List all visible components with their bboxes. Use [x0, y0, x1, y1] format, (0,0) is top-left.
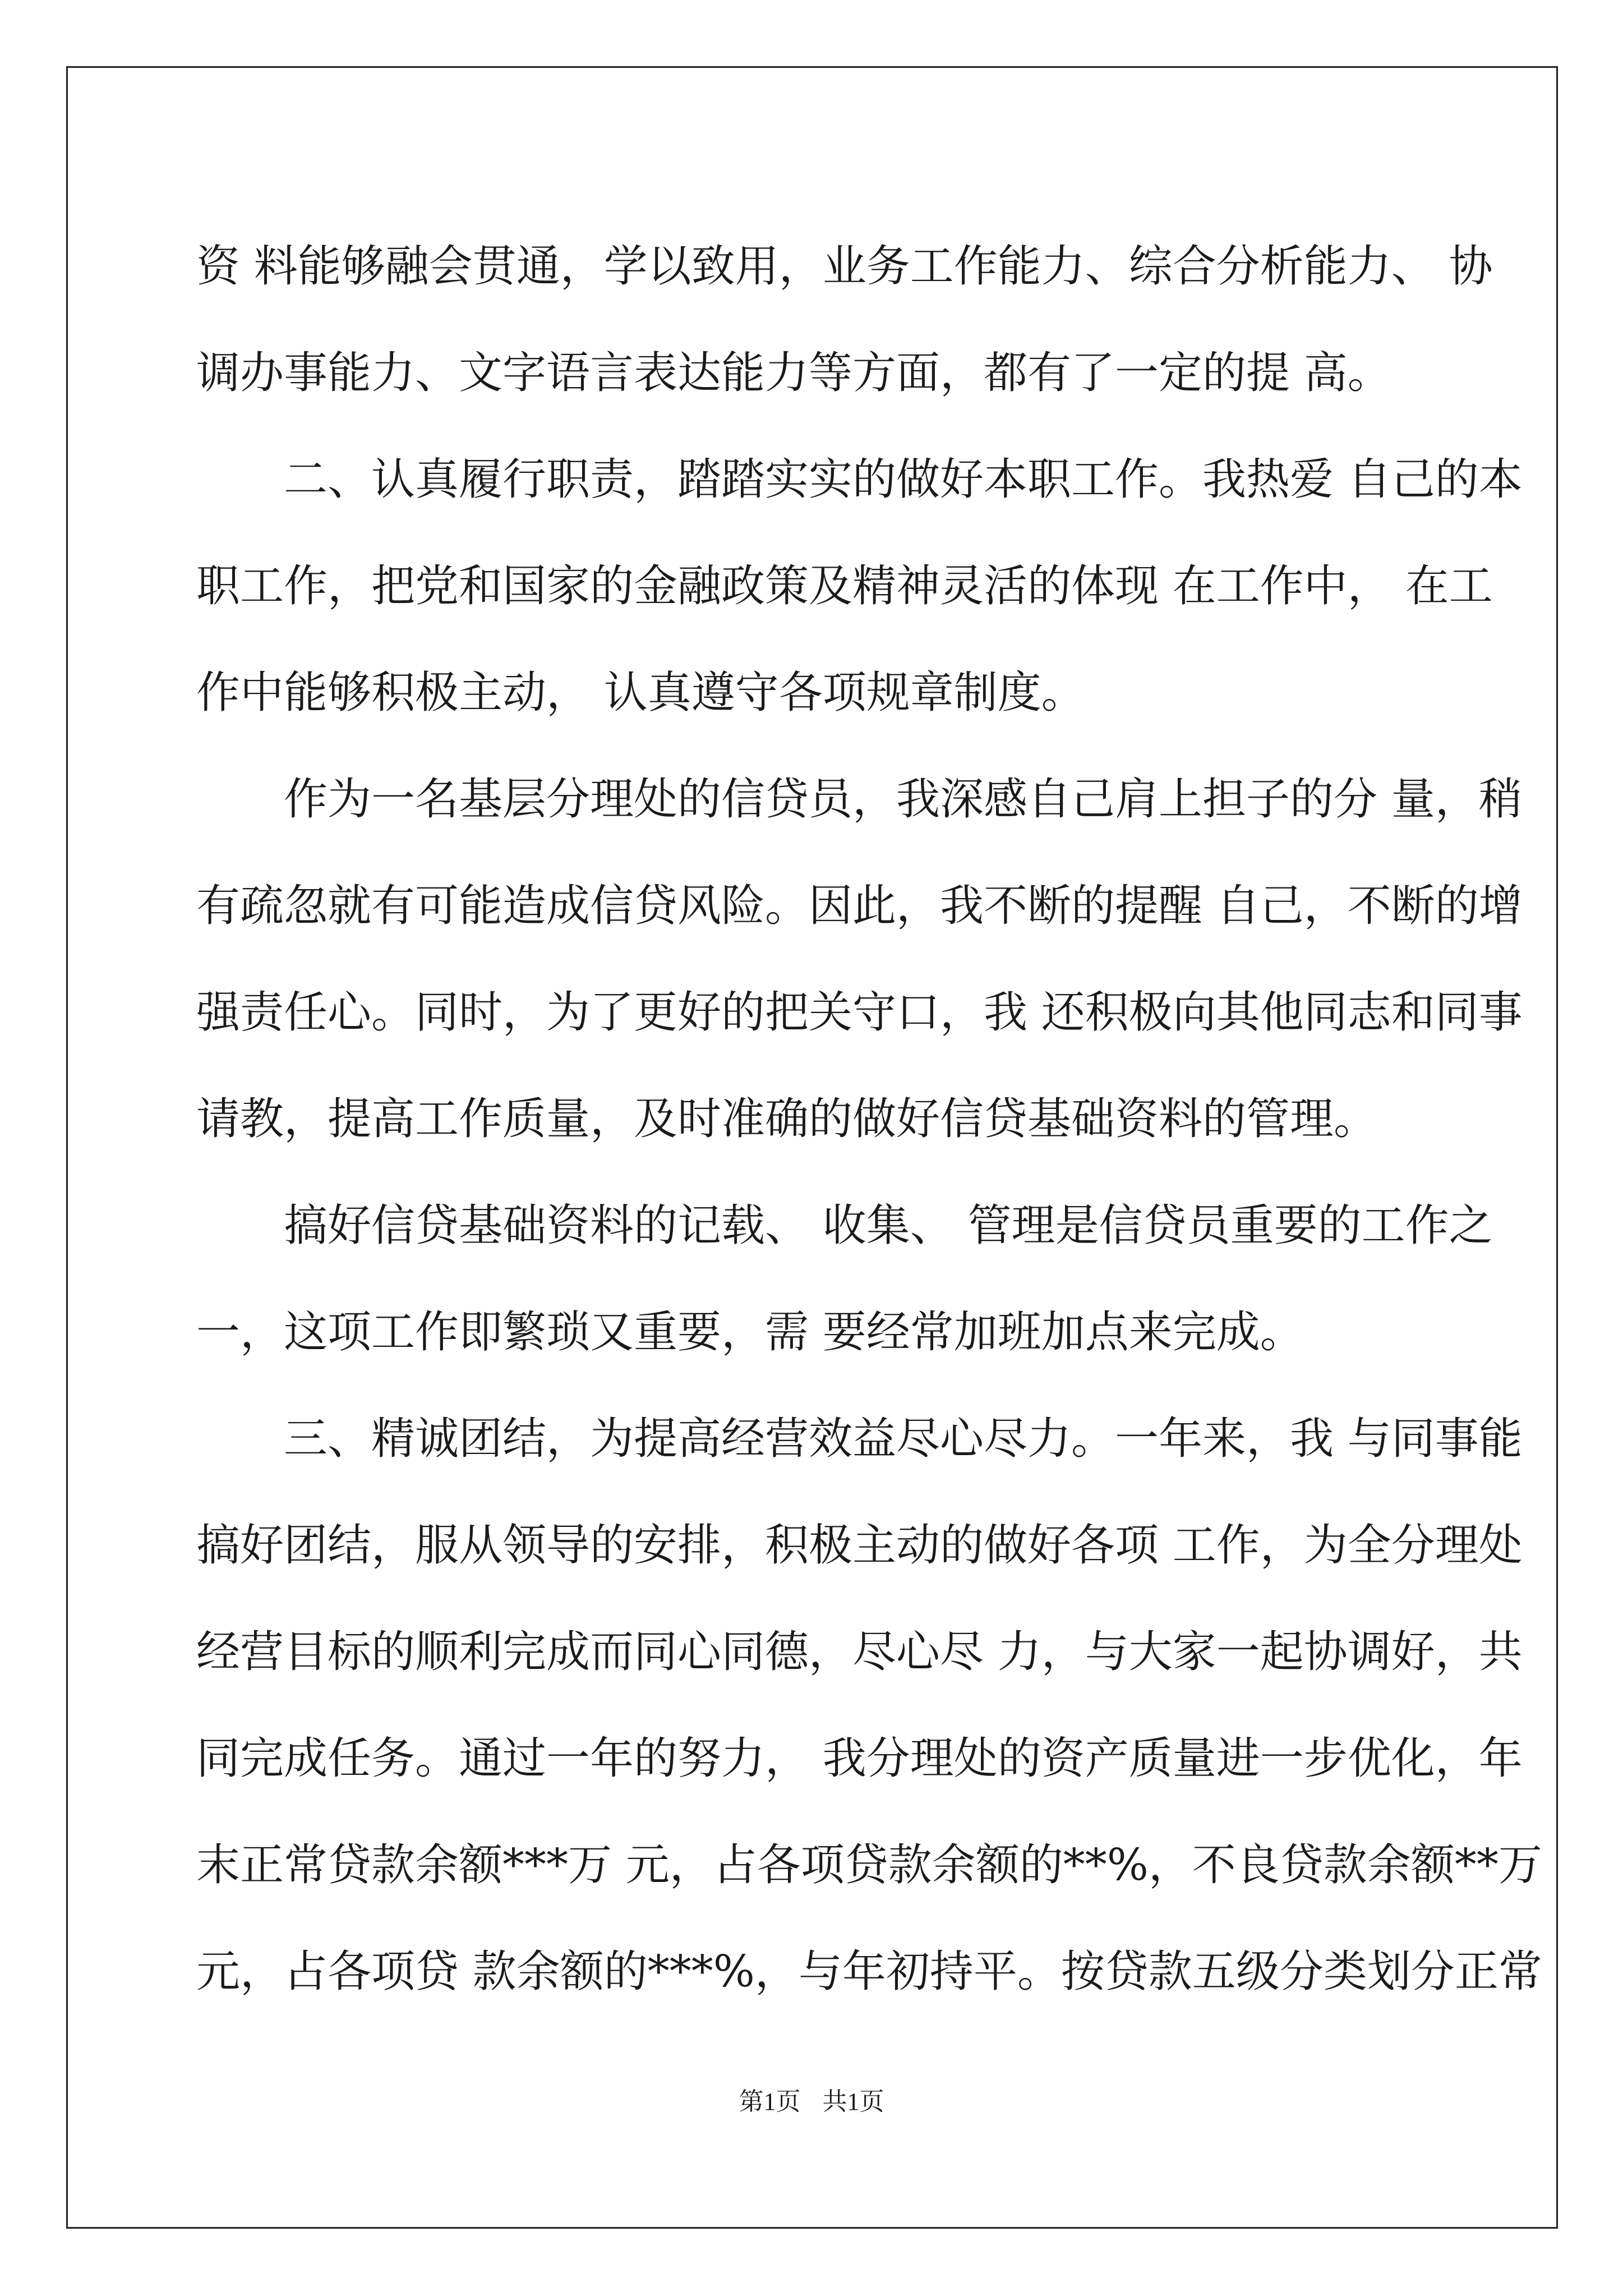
page-number-current: 第1页 [739, 2088, 801, 2115]
text-line: 作为一名基层分理处的信贷员，我深感自己肩上担子的分 量，稍 [196, 774, 1523, 825]
text-line: 请教，提高工作质量，及时准确的做好信贷基础资料的管理。 [196, 1094, 1378, 1144]
text-line: 强责任心。同时，为了更好的把关守口，我 还积极向其他同志和同事 [196, 987, 1523, 1038]
text-line: 职工作，把党和国家的金融政策及精神灵活的体现 在工作中， 在工 [196, 561, 1493, 611]
text-line: 末正常贷款余额***万 元，占各项贷款余额的**%，不良贷款余额**万 [196, 1840, 1542, 1890]
text-line: 调办事能力、文字语言表达能力等方面，都有了一定的提 高。 [196, 348, 1391, 398]
text-line: 三、精诚团结，为提高经营效益尽心尽力。一年来，我 与同事能 [196, 1414, 1523, 1464]
text-line: 有疏忽就有可能造成信贷风险。因此，我不断的提醒 自己，不断的增 [196, 881, 1523, 931]
text-line: 作中能够积极主动， 认真遵守各项规章制度。 [196, 668, 1085, 718]
text-line: 搞好团结，服从领导的安排，积极主动的做好各项 工作，为全分理处 [196, 1520, 1523, 1571]
text-line: 二、认真履行职责，踏踏实实的做好本职工作。我热爱 自己的本 [196, 454, 1523, 505]
text-line: 同完成任务。通过一年的努力， 我分理处的资产质量进一步优化，年 [196, 1733, 1523, 1784]
document-body [196, 213, 1542, 2025]
text-line: 元，占各项贷 款余额的***%，与年初持平。按贷款五级分类划分正常 [196, 1947, 1542, 1997]
text-line: 经营目标的顺利完成而同心同德，尽心尽 力，与大家一起协调好，共 [196, 1627, 1523, 1677]
page-number-total: 共1页 [822, 2088, 884, 2115]
page-footer [0, 2081, 1623, 2117]
text-line: 一，这项工作即繁琐又重要，需 要经常加班加点来完成。 [196, 1307, 1304, 1358]
text-line: 资 料能够融会贯通，学以致用，业务工作能力、综合分析能力、 协 [196, 241, 1493, 292]
text-line: 搞好信贷基础资料的记载、 收集、 管理是信贷员重要的工作之 [196, 1200, 1493, 1251]
